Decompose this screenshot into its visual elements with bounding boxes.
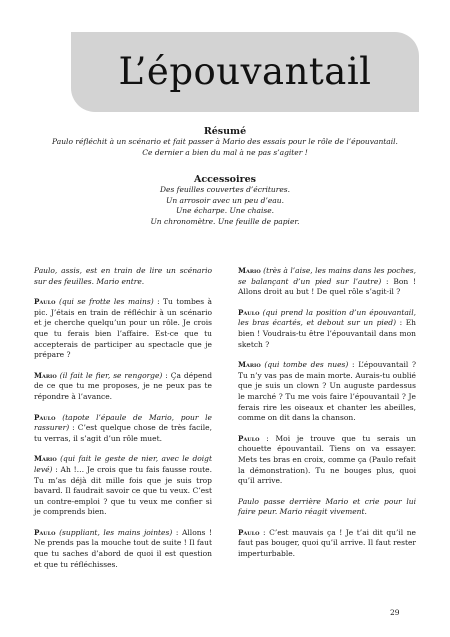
dialogue-text: : Ah !… Je crois que tu fais fausse route. Tu m’as déjà dit mille fois que je suis trop bavard. Il faudrait savoir ce que tu veux. C’est un contre-emploi ? que tu veux me confier si je comprends bien. [34, 464, 212, 517]
speaker-name: Paulo [34, 297, 56, 307]
speaker-name: Paulo [34, 527, 56, 537]
resume-section [40, 126, 410, 158]
accessoires-section [40, 174, 410, 227]
speaker-direction: (qui prend la position d’un épouvantail, les bras écartés, et debout sur un pied) [238, 307, 416, 328]
accessoire-line: Une écharpe. Une chaise. [175, 206, 275, 215]
dialogue-text: : Tu tombes à pic. J’étais en train de réfléchir à un scénario et je cherche quelqu’un pour un rôle. Je crois que tu ferais bien l’affaire. Est-ce que tu accepterais de participer au spectacle que je prépare ? [34, 297, 212, 360]
dialogue-line [238, 528, 416, 560]
dialogue-text: : Allons ! Ne prends pas la mouche tout de suite ! Il faut que tu saches d’abord de quoi il est question et que tu réfléchisses. [34, 527, 212, 569]
dialogue-text: : C’est quelque chose de très facile, tu verras, il s’agit d’un rôle muet. [34, 423, 212, 443]
dialogue-line [34, 528, 212, 570]
resume-line: Paulo réfléchit à un scénario et fait passer à Mario des essais pour le rôle de l’épouvantail. [52, 137, 398, 146]
dialogue-line [34, 297, 212, 361]
speaker-name: Paulo [238, 433, 260, 443]
resume-heading: Résumé [203, 126, 247, 137]
dialogue-text: : Eh bien ! Voudrais-tu être l’épouvantail dans mon sketch ? [238, 318, 416, 349]
dialogue-text: : L’épouvantail ? Tu n’y vas pas de main morte. Aurais-tu oublié que je suis un clown ? Un auguste pardessus le marché ? Tu me vois faire l’épouvantail ? Je ferais rire les oiseaux et chanter les abeilles, comme on dit dans la chanson. [238, 360, 416, 423]
page-title: L’épouvantail [118, 50, 372, 93]
resume-line: Ce dernier a bien du mal à ne pas s’agiter ! [142, 147, 308, 157]
speaker-name: Mario [34, 370, 57, 380]
speaker-direction: (qui se frotte les mains) [58, 297, 154, 307]
dialogue-text: : Ça dépend de ce que tu me proposes, je ne peux pas te répondre à l’avance. [34, 370, 213, 401]
dialogue-line [238, 434, 416, 487]
dialogue-line [34, 454, 212, 518]
stage-direction [238, 497, 416, 518]
direction-text: Paulo passe derrière Mario et crie pour lui faire peur. Mario réagit vivement. [238, 496, 416, 517]
speaker-name: Mario [238, 266, 261, 275]
accessoires-heading: Accessoires [193, 174, 257, 185]
right-column [238, 266, 416, 570]
speaker-name: Paulo [238, 527, 260, 537]
dialogue-text: : Bon ! Allons droit au but ! De quel rôle s’agit-il ? [238, 276, 416, 297]
dialogue-line [238, 308, 416, 350]
speaker-direction: (tapote l’épaule de Mario, pour le rassurer) [34, 412, 212, 433]
speaker-direction: (qui tombe des nues) [264, 360, 349, 370]
dialogue-line [238, 360, 416, 424]
page-number: 29 [390, 608, 400, 617]
speaker-name: Mario [34, 454, 57, 464]
speaker-direction: (très à l’aise, les mains dans les poches, se balançant d’un pied sur l’autre) [238, 266, 416, 286]
dialogue-text: : Moi je trouve que tu serais un chouette épouvantail. Tiens on va essayer. Mets tes bras en croix, comme ça (Paulo refait la démonstration). Tu ne bouges plus, quoi qu’il arrive. [238, 433, 416, 486]
direction-text: Paulo, assis, est en train de lire un scénario sur des feuilles. Mario entre. [34, 266, 212, 286]
accessoire-line: Un arrosoir avec un peu d’eau. [166, 195, 284, 205]
accessoire-line: Des feuilles couvertes d’écritures. [160, 185, 290, 194]
dialogue-line [34, 413, 212, 445]
title-banner [71, 32, 419, 112]
left-column [34, 266, 212, 580]
dialogue-text: : C’est mauvais ça ! Je t’ai dit qu’il ne faut pas bouger, quoi qu’il arrive. Il faut rester imperturbable. [238, 527, 416, 559]
speaker-name: Paulo [238, 307, 260, 317]
speaker-direction: (qui fait le geste de nier, avec le doigt levé) [34, 454, 212, 474]
speaker-direction: (suppliant, les mains jointes) [59, 527, 173, 537]
accessoire-line: Un chronomètre. Une feuille de papier. [150, 216, 300, 226]
speaker-direction: (il fait le fier, se rengorge) [59, 370, 163, 380]
speaker-name: Paulo [34, 412, 56, 422]
dialogue-line [238, 266, 416, 298]
stage-direction [34, 266, 212, 287]
dialogue-line [34, 371, 212, 403]
speaker-name: Mario [238, 360, 261, 370]
